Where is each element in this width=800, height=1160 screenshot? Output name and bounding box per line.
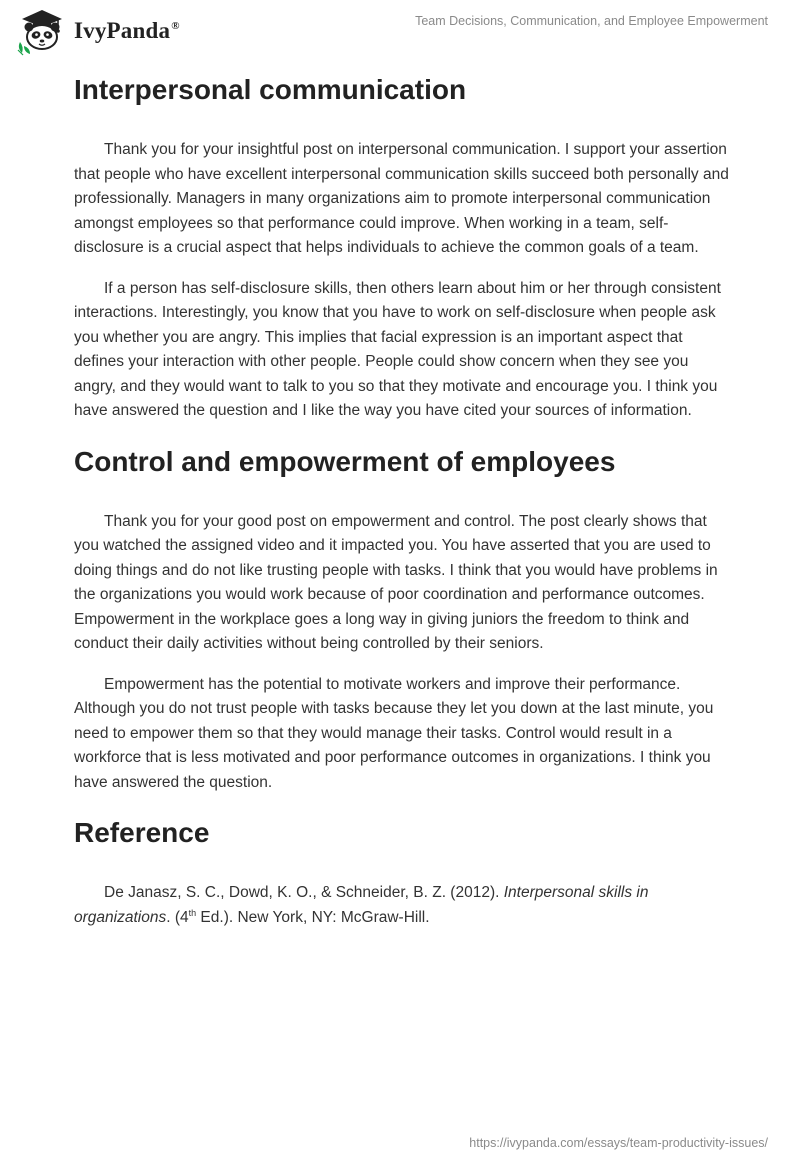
section-heading-reference: Reference — [74, 817, 210, 848]
page-header — [0, 0, 800, 60]
reference-edition: . (4 — [166, 908, 189, 926]
panda-graduate-icon — [14, 6, 70, 56]
section-heading-control: Control and empowerment of employees — [74, 445, 616, 477]
reference-authors: De Janasz, S. C., Dowd, K. O., & Schneider, B. Z. (2012). — [104, 884, 504, 901]
ivypanda-logo[interactable] — [14, 6, 180, 56]
paragraph: Thank you for your good post on empowerment and control. The post clearly shows that you watched the assigned video and it impacted you. You have asserted that you are used to doing things and do not like trusting people with tasks. I think that you would have problems in the organizations you would work because of poor coordination and performance outcomes. Empowerment in the workplace goes a long way in giving juniors the freedom to think and conduct their daily activities without being controlled by their seniors. — [74, 512, 718, 652]
reference-edition-ordinal: th — [188, 907, 197, 918]
paragraph: If a person has self-disclosure skills, then others learn about him or her through consistent interactions. Interestingly, you know that you have to work on self-disclosure when people ask you whether you are angry. This implies that facial expression is an important aspect that defines your interaction with other people. People could show concern when they see you angry, and they would want to talk to you so that they motivate and encourage you. I think you have answered the question and I like the way you have cited your sources of information. — [74, 279, 721, 419]
paragraph: Empowerment has the potential to motivate workers and improve their performance. Although you do not trust people with tasks because they let you down at the last minute, you need to empower them so that they would manage their tasks. Control would result in a workforce that is less motivated and poor performance outcomes in organizations. I think you have answered the question. — [74, 675, 714, 791]
source-url[interactable]: https://ivypanda.com/essays/team-productivity-issues/ — [469, 1136, 768, 1150]
brand-name: IvyPanda® — [74, 18, 180, 43]
paragraph: Thank you for your insightful post on interpersonal communication. I support your assertion that people who have excellent interpersonal communication skills succeed both personally and professionally. Managers in many organizations aim to promote interpersonal communication amongst employees so that performance could improve. When working in a team, self-disclosure is a crucial aspect that helps individuals to achieve the common goals of a team. — [74, 141, 729, 256]
essay-content — [74, 68, 734, 946]
section-heading-interpersonal: Interpersonal communication — [74, 74, 467, 105]
reference-title: Interpersonal skills in organizations — [74, 884, 649, 926]
document-title: Team Decisions, Communication, and Employee Empowerment — [415, 14, 768, 28]
reference-publisher: Ed.). New York, NY: McGraw-Hill. — [196, 908, 430, 926]
reference-entry — [74, 881, 734, 930]
